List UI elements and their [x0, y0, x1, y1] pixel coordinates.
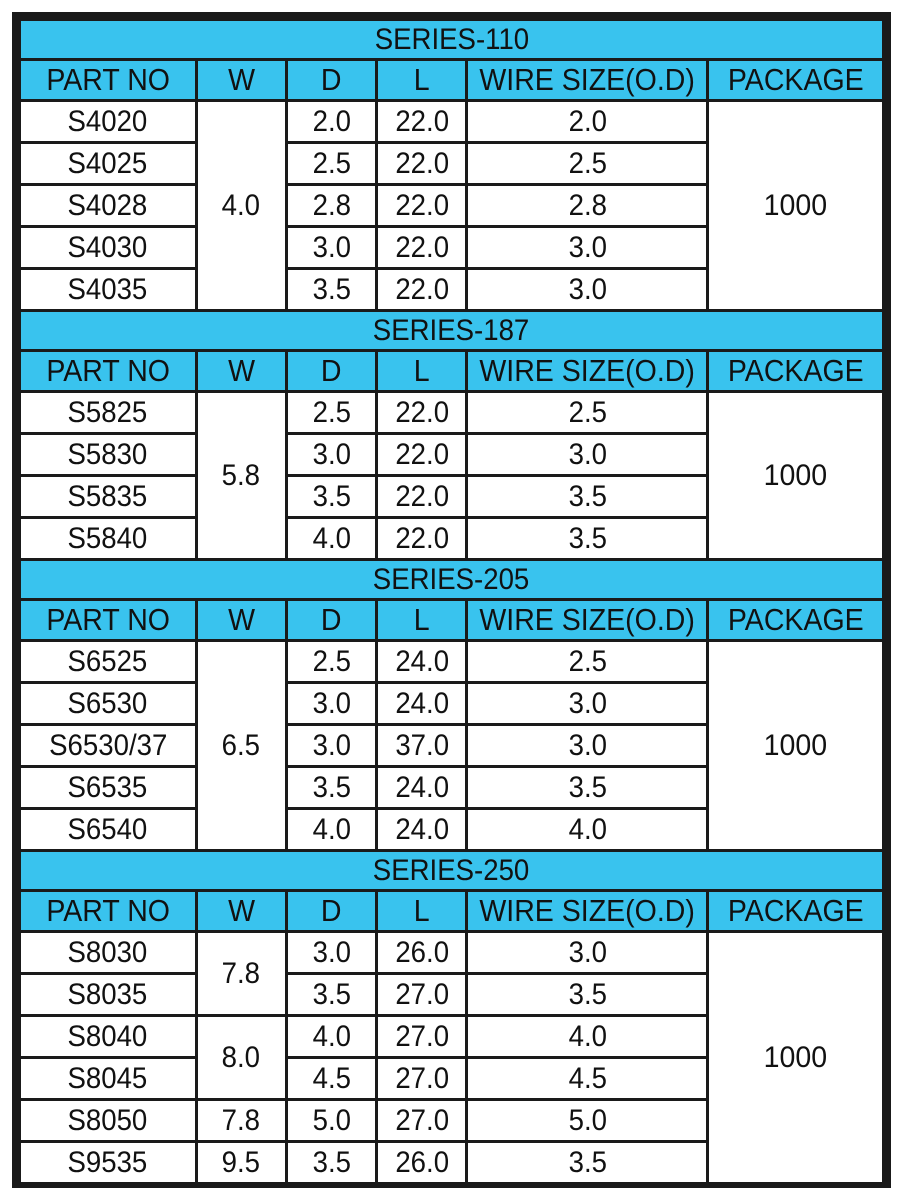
header-d	[288, 61, 375, 99]
d-cell	[288, 477, 375, 516]
part-no-cell	[21, 768, 195, 807]
header-wire-size	[468, 601, 706, 639]
l-cell	[378, 642, 465, 681]
header-text: D	[321, 353, 342, 388]
cell-text: 27.0	[394, 978, 449, 1011]
header-text: PACKAGE	[727, 893, 864, 928]
series-title	[21, 312, 882, 349]
l-cell	[378, 768, 465, 807]
header-package	[709, 352, 882, 390]
d-cell	[288, 1017, 375, 1056]
cell-text: 4.0	[312, 813, 351, 846]
wire-size-cell	[468, 933, 706, 972]
cell-text: 3.0	[568, 273, 607, 306]
l-cell	[378, 1059, 465, 1098]
part-no-cell	[21, 393, 195, 432]
header-text: PACKAGE	[727, 62, 864, 97]
cell-text: 22.0	[394, 273, 449, 306]
header-text: L	[413, 62, 430, 97]
cell-text: S6535	[67, 771, 148, 804]
cell-text: 24.0	[394, 687, 449, 720]
wire-size-cell	[468, 768, 706, 807]
header-text: W	[227, 602, 255, 637]
cell-text: S6530/37	[48, 729, 167, 762]
d-cell	[288, 1059, 375, 1098]
cell-text: S4028	[67, 189, 148, 222]
header-text: L	[413, 353, 430, 388]
l-cell	[378, 102, 465, 141]
wire-size-cell	[468, 726, 706, 765]
cell-text: 3.5	[312, 771, 351, 804]
d-cell	[288, 1101, 375, 1140]
wire-size-cell	[468, 684, 706, 723]
cell-text: S5840	[67, 522, 148, 555]
d-cell	[288, 768, 375, 807]
table-row	[21, 393, 882, 432]
header-l	[378, 892, 465, 930]
cell-text: 27.0	[394, 1104, 449, 1137]
w-cell	[198, 642, 285, 849]
wire-size-cell	[468, 1017, 706, 1056]
header-w	[198, 601, 285, 639]
header-l	[378, 601, 465, 639]
cell-text: 3.5	[568, 978, 607, 1011]
package-cell	[709, 642, 882, 849]
cell-text: 26.0	[394, 936, 449, 969]
l-cell	[378, 1101, 465, 1140]
header-d	[288, 601, 375, 639]
cell-text: 3.0	[568, 438, 607, 471]
cell-text: 3.0	[312, 438, 351, 471]
header-d	[288, 352, 375, 390]
cell-text: S4020	[67, 105, 148, 138]
part-no-cell	[21, 186, 195, 225]
series-title-row	[21, 561, 882, 598]
cell-text: 3.5	[312, 1146, 351, 1179]
header-text: L	[413, 602, 430, 637]
wire-size-cell	[468, 810, 706, 849]
wire-size-cell	[468, 642, 706, 681]
d-cell	[288, 393, 375, 432]
cell-text: 4.0	[312, 1020, 351, 1053]
package-cell	[709, 393, 882, 558]
cell-text: 7.8	[222, 1104, 261, 1137]
part-no-cell	[21, 1101, 195, 1140]
cell-text: 24.0	[394, 645, 449, 678]
cell-text: 3.0	[312, 231, 351, 264]
cell-text: S6525	[67, 645, 148, 678]
cell-text: S5835	[67, 480, 148, 513]
header-text: WIRE SIZE(O.D)	[479, 602, 696, 637]
series-title	[21, 852, 882, 889]
l-cell	[378, 1017, 465, 1056]
cell-text: S8030	[67, 936, 148, 969]
cell-text: S8045	[67, 1062, 148, 1095]
cell-text: 4.0	[312, 522, 351, 555]
d-cell	[288, 270, 375, 309]
header-package	[709, 61, 882, 99]
header-text: W	[227, 353, 255, 388]
cell-text: 22.0	[394, 396, 449, 429]
wire-size-cell	[468, 144, 706, 183]
part-no-cell	[21, 933, 195, 972]
cell-text: S8035	[67, 978, 148, 1011]
cell-text: 22.0	[394, 438, 449, 471]
part-no-cell	[21, 642, 195, 681]
header-row	[21, 61, 882, 99]
part-no-cell	[21, 435, 195, 474]
header-part-no	[21, 601, 195, 639]
header-package	[709, 892, 882, 930]
d-cell	[288, 102, 375, 141]
cell-text: 3.0	[568, 687, 607, 720]
cell-text: 3.0	[568, 936, 607, 969]
header-wire-size	[468, 352, 706, 390]
header-text: W	[227, 893, 255, 928]
l-cell	[378, 270, 465, 309]
cell-text: 4.5	[568, 1062, 607, 1095]
part-no-cell	[21, 1143, 195, 1182]
cell-text: 2.5	[568, 396, 607, 429]
cell-text: S6530	[67, 687, 148, 720]
header-wire-size	[468, 61, 706, 99]
table-row	[21, 933, 882, 972]
cell-text: 1000	[763, 729, 828, 762]
part-no-cell	[21, 477, 195, 516]
d-cell	[288, 642, 375, 681]
l-cell	[378, 477, 465, 516]
w-cell	[198, 1101, 285, 1140]
series-title	[21, 21, 882, 58]
header-text: WIRE SIZE(O.D)	[479, 893, 696, 928]
cell-text: 4.5	[312, 1062, 351, 1095]
l-cell	[378, 435, 465, 474]
header-package	[709, 601, 882, 639]
d-cell	[288, 975, 375, 1014]
d-cell	[288, 684, 375, 723]
cell-text: 3.0	[312, 729, 351, 762]
part-no-cell	[21, 810, 195, 849]
cell-text: 3.5	[312, 480, 351, 513]
cell-text: 2.5	[312, 147, 351, 180]
header-text: W	[227, 62, 255, 97]
cell-text: 22.0	[394, 522, 449, 555]
cell-text: S4030	[67, 231, 148, 264]
header-text: PACKAGE	[727, 353, 864, 388]
cell-text: S5825	[67, 396, 148, 429]
cell-text: 8.0	[222, 1041, 261, 1074]
package-cell	[709, 933, 882, 1182]
header-wire-size	[468, 892, 706, 930]
wire-size-cell	[468, 102, 706, 141]
wire-size-cell	[468, 393, 706, 432]
d-cell	[288, 186, 375, 225]
part-no-cell	[21, 975, 195, 1014]
spec-table	[18, 18, 885, 1185]
l-cell	[378, 186, 465, 225]
cell-text: 4.0	[568, 1020, 607, 1053]
cell-text: 3.5	[568, 522, 607, 555]
cell-text: S4035	[67, 273, 148, 306]
part-no-cell	[21, 144, 195, 183]
header-text: D	[321, 62, 342, 97]
d-cell	[288, 726, 375, 765]
cell-text: 24.0	[394, 813, 449, 846]
cell-text: 2.5	[312, 396, 351, 429]
l-cell	[378, 228, 465, 267]
part-no-cell	[21, 270, 195, 309]
d-cell	[288, 519, 375, 558]
part-no-cell	[21, 102, 195, 141]
cell-text: 6.5	[222, 729, 261, 762]
cell-text: 2.5	[568, 645, 607, 678]
series-title-row	[21, 852, 882, 889]
header-w	[198, 61, 285, 99]
l-cell	[378, 684, 465, 723]
cell-text: S8040	[67, 1020, 148, 1053]
cell-text: 3.0	[312, 687, 351, 720]
w-cell	[198, 1017, 285, 1098]
wire-size-cell	[468, 1101, 706, 1140]
w-cell	[198, 393, 285, 558]
w-cell	[198, 933, 285, 1014]
cell-text: 5.0	[312, 1104, 351, 1137]
cell-text: 4.0	[222, 189, 261, 222]
part-no-cell	[21, 684, 195, 723]
header-row	[21, 892, 882, 930]
cell-text: S9535	[67, 1146, 148, 1179]
l-cell	[378, 810, 465, 849]
cell-text: 3.5	[312, 273, 351, 306]
cell-text: 9.5	[222, 1146, 261, 1179]
cell-text: S4025	[67, 147, 148, 180]
cell-text: S6540	[67, 813, 148, 846]
cell-text: 4.0	[568, 813, 607, 846]
series-title	[21, 561, 882, 598]
d-cell	[288, 1143, 375, 1182]
cell-text: 1000	[763, 1041, 828, 1074]
cell-text: 3.5	[312, 978, 351, 1011]
header-text: D	[321, 602, 342, 637]
cell-text: 1000	[763, 189, 828, 222]
cell-text: 2.8	[312, 189, 351, 222]
header-text: L	[413, 893, 430, 928]
cell-text: 27.0	[394, 1062, 449, 1095]
d-cell	[288, 144, 375, 183]
series-title-text: SERIES-205	[373, 563, 530, 596]
cell-text: 3.5	[568, 1146, 607, 1179]
header-l	[378, 352, 465, 390]
header-text: WIRE SIZE(O.D)	[479, 62, 696, 97]
cell-text: 2.5	[312, 645, 351, 678]
d-cell	[288, 810, 375, 849]
cell-text: 27.0	[394, 1020, 449, 1053]
part-no-cell	[21, 726, 195, 765]
header-text: PACKAGE	[727, 602, 864, 637]
cell-text: 3.0	[312, 936, 351, 969]
l-cell	[378, 726, 465, 765]
header-text: PART NO	[45, 353, 170, 388]
wire-size-cell	[468, 975, 706, 1014]
part-no-cell	[21, 1059, 195, 1098]
header-text: D	[321, 893, 342, 928]
cell-text: 2.0	[568, 105, 607, 138]
header-part-no	[21, 61, 195, 99]
part-no-cell	[21, 1017, 195, 1056]
header-d	[288, 892, 375, 930]
header-part-no	[21, 892, 195, 930]
cell-text: 2.5	[568, 147, 607, 180]
cell-text: 3.5	[568, 480, 607, 513]
l-cell	[378, 393, 465, 432]
cell-text: 7.8	[222, 957, 261, 990]
header-text: PART NO	[45, 602, 170, 637]
l-cell	[378, 519, 465, 558]
cell-text: S8050	[67, 1104, 148, 1137]
part-no-cell	[21, 519, 195, 558]
header-part-no	[21, 352, 195, 390]
package-cell	[709, 102, 882, 309]
wire-size-cell	[468, 270, 706, 309]
wire-size-cell	[468, 519, 706, 558]
header-l	[378, 61, 465, 99]
header-row	[21, 601, 882, 639]
wire-size-cell	[468, 186, 706, 225]
cell-text: 3.0	[568, 729, 607, 762]
l-cell	[378, 144, 465, 183]
series-title-row	[21, 21, 882, 58]
l-cell	[378, 1143, 465, 1182]
w-cell	[198, 1143, 285, 1182]
series-title-text: SERIES-187	[373, 314, 530, 347]
table-row	[21, 102, 882, 141]
wire-size-cell	[468, 1059, 706, 1098]
cell-text: 24.0	[394, 771, 449, 804]
cell-text: 1000	[763, 459, 828, 492]
w-cell	[198, 102, 285, 309]
series-title-text: SERIES-110	[374, 23, 529, 56]
cell-text: 22.0	[394, 105, 449, 138]
d-cell	[288, 435, 375, 474]
cell-text: 37.0	[394, 729, 449, 762]
header-row	[21, 352, 882, 390]
d-cell	[288, 933, 375, 972]
cell-text: 2.8	[568, 189, 607, 222]
cell-text: 22.0	[394, 147, 449, 180]
cell-text: 26.0	[394, 1146, 449, 1179]
cell-text: 5.0	[568, 1104, 607, 1137]
cell-text: 5.8	[222, 459, 261, 492]
wire-size-cell	[468, 228, 706, 267]
header-text: WIRE SIZE(O.D)	[479, 353, 696, 388]
wire-size-cell	[468, 435, 706, 474]
series-title-row	[21, 312, 882, 349]
header-text: PART NO	[45, 62, 170, 97]
cell-text: S5830	[67, 438, 148, 471]
cell-text: 2.0	[312, 105, 351, 138]
wire-size-cell	[468, 477, 706, 516]
wire-size-cell	[468, 1143, 706, 1182]
cell-text: 3.5	[568, 771, 607, 804]
header-w	[198, 892, 285, 930]
l-cell	[378, 933, 465, 972]
spec-table-frame	[12, 12, 891, 1188]
part-no-cell	[21, 228, 195, 267]
table-row	[21, 642, 882, 681]
d-cell	[288, 228, 375, 267]
series-title-text: SERIES-250	[373, 854, 530, 887]
cell-text: 3.0	[568, 231, 607, 264]
cell-text: 22.0	[394, 189, 449, 222]
l-cell	[378, 975, 465, 1014]
header-w	[198, 352, 285, 390]
cell-text: 22.0	[394, 231, 449, 264]
header-text: PART NO	[45, 893, 170, 928]
cell-text: 22.0	[394, 480, 449, 513]
